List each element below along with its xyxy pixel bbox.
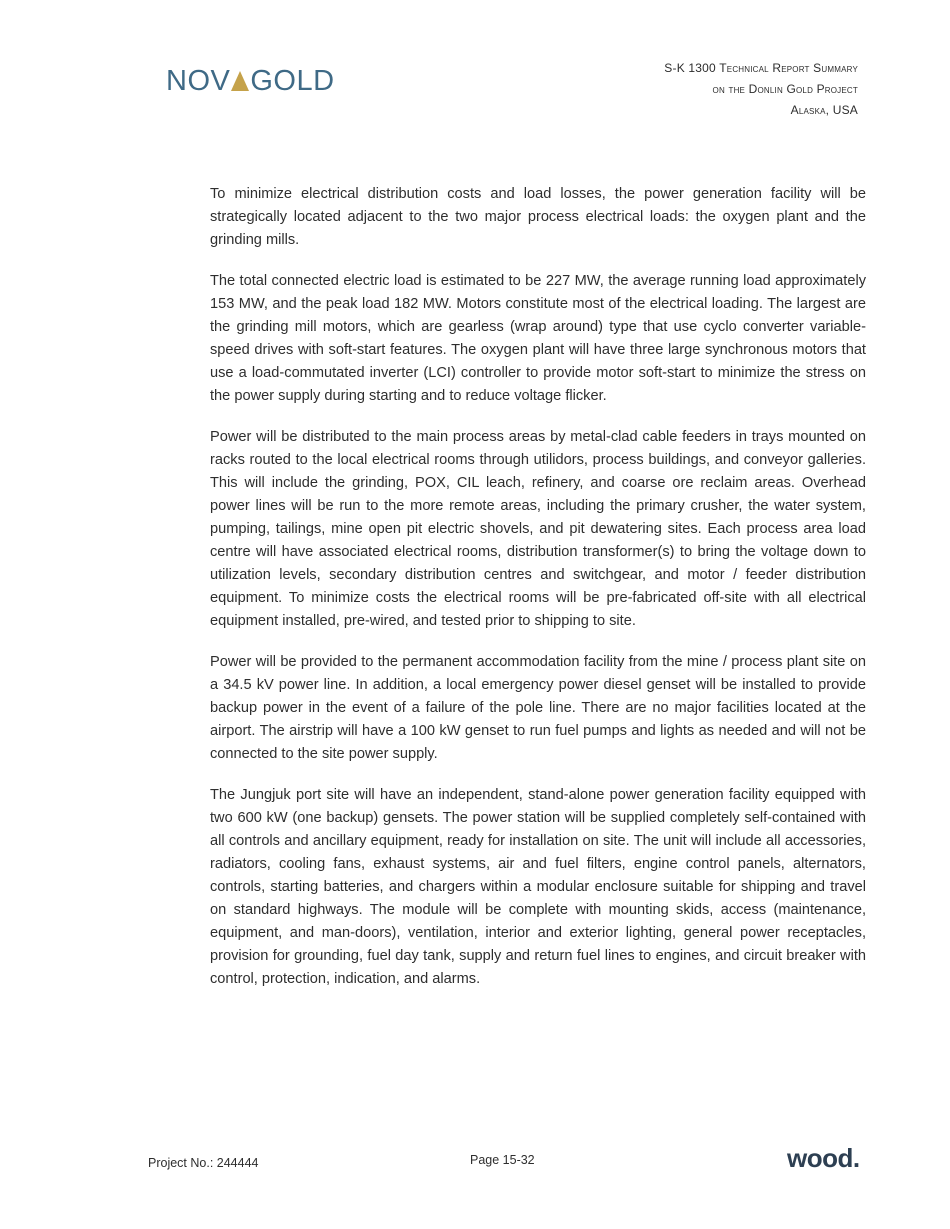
paragraph-5: The Jungjuk port site will have an independent, stand-alone power generation facility equipped with two 600 kW (one backup) gensets. The power station will be supplied completely self-contained with all controls and ancillary equipment, ready for installation on site. The unit will include all accessories, radiators, cooling fans, exhaust systems, air and fuel filters, engine control panels, alternators, controls, starting batteries, and chargers within a modular enclosure suitable for shipping and travel on standard highways. The module will be complete with mounting skids, access (maintenance, equipment, and man-doors), ventilation, interior and exterior lighting, general power receptacles, provision for grounding, fuel day tank, supply and return fuel lines to engines, and circuit breaker with control, protection, indication, and alarms.: [210, 787, 866, 987]
novagold-logo: [166, 64, 335, 98]
logo-text-right: GOLD: [250, 65, 335, 97]
paragraph-3: Power will be distributed to the main process areas by metal-clad cable feeders in trays mounted on racks routed to the local electrical rooms through utilidors, process buildings, and conveyor galleries. This will include the grinding, POX, CIL leach, refinery, and coarse ore reclaim areas. Overhead power lines will be run to the more remote areas, including the primary crusher, the water system, pumping, tailings, mine open pit electric shovels, and pit dewatering sites. Each process area load centre will have associated electrical rooms, distribution transformer(s) to bring the voltage down to utilization levels, secondary distribution centres and switchgear, and motor / feeder distribution equipment. To minimize costs the electrical rooms will be pre-fabricated off-site with all electrical equipment installed, pre-wired, and tested prior to shipping to site.: [210, 429, 866, 629]
project-number: Project No.: 244444: [148, 1156, 259, 1170]
report-header: [664, 58, 858, 121]
paragraph-4: Power will be provided to the permanent accommodation facility from the mine / process plant site on a 34.5 kV power line. In addition, a local emergency power diesel genset will be installed to provide backup power in the event of a failure of the pole line. There are no major facilities located at the airport. The airstrip will have a 100 kW genset to run fuel pumps and lights as needed and will not be connected to the site power supply.: [210, 654, 866, 762]
report-title-line-2: on the Donlin Gold Project: [712, 82, 858, 96]
logo-triangle-icon: [231, 71, 249, 91]
body-text: [210, 183, 866, 1009]
paragraph-1: To minimize electrical distribution costs and load losses, the power generation facility will be strategically located adjacent to the two major process electrical loads: the oxygen plant and the grinding mills.: [210, 186, 866, 248]
report-title-line-3: Alaska, USA: [790, 103, 858, 117]
page-number: Page 15-32: [470, 1153, 535, 1167]
wood-logo: wood.: [787, 1143, 860, 1173]
logo-text-left: NOV: [166, 65, 231, 97]
report-title-line-1: S-K 1300 Technical Report Summary: [664, 61, 858, 75]
paragraph-2: The total connected electric load is estimated to be 227 MW, the average running load approximately 153 MW, and the peak load 182 MW. Motors constitute most of the electrical loading. The largest are the grinding mill motors, which are gearless (wrap around) type that use cyclo converter variable-speed drives with soft-start features. The oxygen plant will have three large synchronous motors that use a load-commutated inverter (LCI) controller to provide motor soft-start to minimize the stress on the power supply during starting and to reduce voltage flicker.: [210, 273, 866, 404]
